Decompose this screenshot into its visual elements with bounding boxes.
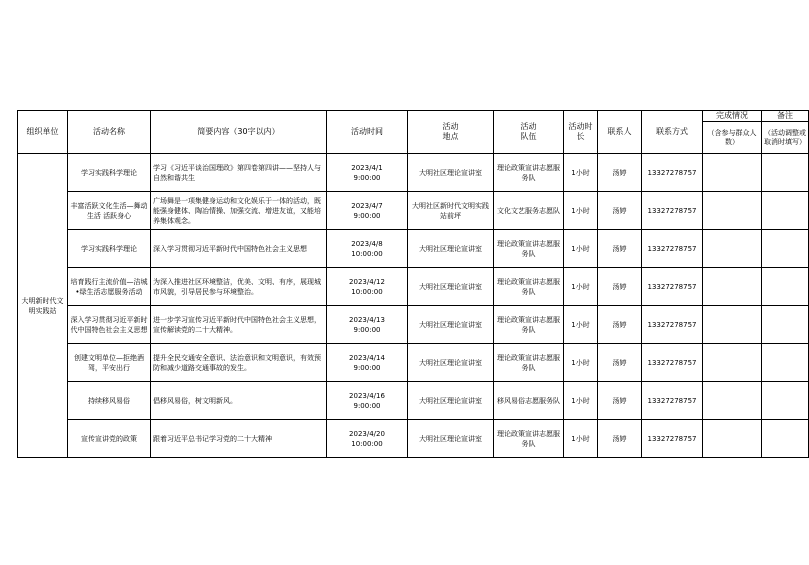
cell-time: 2023/4/14 9:00:00 xyxy=(327,344,408,382)
cell-team: 理论政策宣讲志愿服务队 xyxy=(494,306,564,344)
cell-duration: 1小时 xyxy=(564,344,598,382)
cell-time: 2023/4/13 9:00:00 xyxy=(327,306,408,344)
header-name: 活动名称 xyxy=(68,111,151,154)
cell-place: 大明社区理论宣讲室 xyxy=(408,268,494,306)
cell-duration: 1小时 xyxy=(564,420,598,458)
cell-team: 文化文艺服务志愿队 xyxy=(494,192,564,230)
table-row xyxy=(18,192,809,230)
cell-time: 2023/4/12 10:00:00 xyxy=(327,268,408,306)
cell-time: 2023/4/1 9:00:00 xyxy=(327,154,408,192)
cell-remarks xyxy=(762,382,809,420)
header-completion: 完成情况 xyxy=(703,111,762,122)
cell-completion xyxy=(703,420,762,458)
cell-time: 2023/4/8 10:00:00 xyxy=(327,230,408,268)
cell-contact: 汤婷 xyxy=(598,344,642,382)
cell-content: 跟着习近平总书记学习党的二十大精神 xyxy=(151,420,327,458)
cell-remarks xyxy=(762,154,809,192)
cell-duration: 1小时 xyxy=(564,230,598,268)
cell-team: 理论政策宣讲志愿服务队 xyxy=(494,154,564,192)
cell-team: 理论政策宣讲志愿服务队 xyxy=(494,268,564,306)
cell-place: 大明社区新时代文明实践站前坪 xyxy=(408,192,494,230)
table-row xyxy=(18,344,809,382)
cell-contact: 汤婷 xyxy=(598,420,642,458)
table-row xyxy=(18,268,809,306)
cell-duration: 1小时 xyxy=(564,268,598,306)
cell-completion xyxy=(703,382,762,420)
cell-name: 宣传宣讲党的政策 xyxy=(68,420,151,458)
cell-phone: 13327278757 xyxy=(642,382,703,420)
cell-time: 2023/4/7 9:00:00 xyxy=(327,192,408,230)
cell-content: 提升全民交通安全意识、法治意识和文明意识，有效预防和减少道路交通事故的发生。 xyxy=(151,344,327,382)
cell-place: 大明社区理论宣讲室 xyxy=(408,306,494,344)
cell-content: 学习《习近平谈治国理政》第四卷第四讲——坚持人与自然和谐共生 xyxy=(151,154,327,192)
cell-remarks xyxy=(762,344,809,382)
cell-completion xyxy=(703,306,762,344)
header-content: 简要内容（30字以内） xyxy=(151,111,327,154)
cell-content: 广场舞是一项集健身运动和文化娱乐于一体的活动，既能强身健体、陶冶情操、加强交流、增进友谊，又能培养集体观念。 xyxy=(151,192,327,230)
cell-phone: 13327278757 xyxy=(642,268,703,306)
table-row xyxy=(18,230,809,268)
table-row xyxy=(18,420,809,458)
cell-time: 2023/4/20 10:00:00 xyxy=(327,420,408,458)
cell-team: 理论政策宣讲志愿服务队 xyxy=(494,420,564,458)
header-remarks-sub: （活动调整或取消时填写） xyxy=(762,122,809,154)
cell-completion xyxy=(703,230,762,268)
cell-place: 大明社区理论宣讲室 xyxy=(408,154,494,192)
header-contact: 联系人 xyxy=(598,111,642,154)
cell-completion xyxy=(703,268,762,306)
header-time: 活动时间 xyxy=(327,111,408,154)
header-duration: 活动时 长 xyxy=(564,111,598,154)
cell-team: 移风易俗志愿服务队 xyxy=(494,382,564,420)
table-row xyxy=(18,382,809,420)
cell-contact: 汤婷 xyxy=(598,230,642,268)
header-team: 活动 队伍 xyxy=(494,111,564,154)
cell-name: 持续移风易俗 xyxy=(68,382,151,420)
cell-remarks xyxy=(762,420,809,458)
cell-content: 进一步学习宣传习近平新时代中国特色社会主义思想，宣传解读党的二十大精神。 xyxy=(151,306,327,344)
cell-contact: 汤婷 xyxy=(598,382,642,420)
cell-name: 创建文明单位—拒绝酒驾，平安出行 xyxy=(68,344,151,382)
cell-place: 大明社区理论宣讲室 xyxy=(408,382,494,420)
cell-name: 学习实践科学理论 xyxy=(68,154,151,192)
header-phone: 联系方式 xyxy=(642,111,703,154)
cell-remarks xyxy=(762,230,809,268)
cell-name: 丰富活跃文化生活—舞动生活 活跃身心 xyxy=(68,192,151,230)
cell-remarks xyxy=(762,268,809,306)
cell-content: 倡移风易俗，树文明新风。 xyxy=(151,382,327,420)
cell-content: 为深入推进社区环境整洁，优美、文明、有序，展现城市风貌，引导居民参与环境整治。 xyxy=(151,268,327,306)
cell-phone: 13327278757 xyxy=(642,192,703,230)
cell-phone: 13327278757 xyxy=(642,420,703,458)
header-unit: 组织单位 xyxy=(18,111,68,154)
cell-duration: 1小时 xyxy=(564,382,598,420)
cell-content: 深入学习贯彻习近平新时代中国特色社会主义思想 xyxy=(151,230,327,268)
cell-phone: 13327278757 xyxy=(642,344,703,382)
cell-duration: 1小时 xyxy=(564,154,598,192)
table-body xyxy=(18,154,809,458)
cell-completion xyxy=(703,344,762,382)
cell-remarks xyxy=(762,306,809,344)
header-completion-sub: （含参与群众人数） xyxy=(703,122,762,154)
cell-completion xyxy=(703,192,762,230)
cell-team: 理论政策宣讲志愿服务队 xyxy=(494,230,564,268)
cell-place: 大明社区理论宣讲室 xyxy=(408,344,494,382)
cell-contact: 汤婷 xyxy=(598,268,642,306)
activity-table xyxy=(17,110,809,458)
cell-name: 深入学习贯彻习近平新时代中国特色社会主义思想 xyxy=(68,306,151,344)
cell-completion xyxy=(703,154,762,192)
cell-time: 2023/4/16 9:00:00 xyxy=(327,382,408,420)
cell-place: 大明社区理论宣讲室 xyxy=(408,420,494,458)
cell-contact: 汤婷 xyxy=(598,192,642,230)
cell-place: 大明社区理论宣讲室 xyxy=(408,230,494,268)
table-row xyxy=(18,154,809,192)
cell-remarks xyxy=(762,192,809,230)
unit-cell: 大明新时代文明实践站 xyxy=(18,154,68,458)
cell-contact: 汤婷 xyxy=(598,306,642,344)
cell-phone: 13327278757 xyxy=(642,306,703,344)
cell-phone: 13327278757 xyxy=(642,230,703,268)
cell-phone: 13327278757 xyxy=(642,154,703,192)
cell-duration: 1小时 xyxy=(564,306,598,344)
cell-name: 培育践行主流价值—洁城•绿生活志愿服务活动 xyxy=(68,268,151,306)
cell-team: 理论政策宣讲志愿服务队 xyxy=(494,344,564,382)
cell-name: 学习实践科学理论 xyxy=(68,230,151,268)
cell-duration: 1小时 xyxy=(564,192,598,230)
cell-contact: 汤婷 xyxy=(598,154,642,192)
table-row xyxy=(18,306,809,344)
header-remarks: 备注 xyxy=(762,111,809,122)
header-place: 活动 地点 xyxy=(408,111,494,154)
